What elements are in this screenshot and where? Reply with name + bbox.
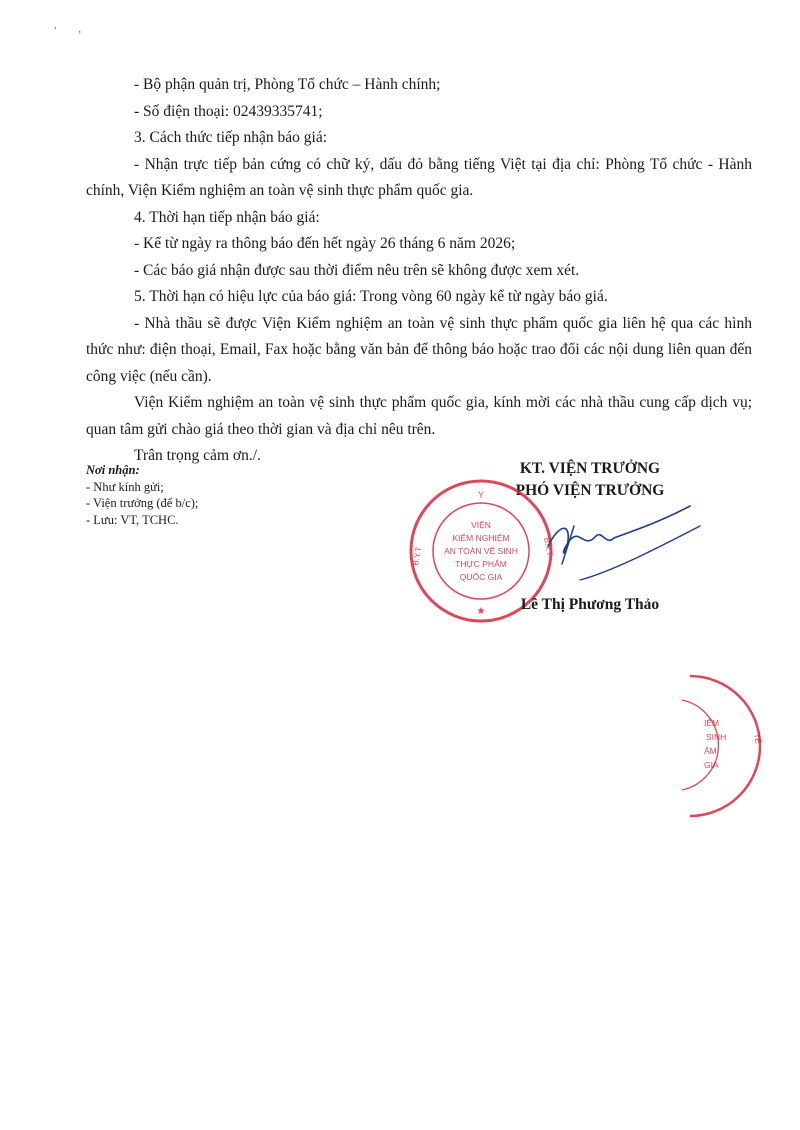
seal-ring-right: B.Y.T [542,536,555,558]
recipient-item: - Lưu: VT, TCHC. [86,512,179,527]
svg-text:★: ★ [476,606,486,617]
recipients-block [86,462,346,528]
signature-title-line1: KT. VIỆN TRƯỞNG [519,460,661,477]
recipient-item: - Như kính gửi; [86,479,164,494]
scan-mark: ’ [78,30,82,41]
handwritten-signature [540,496,710,596]
body-line: - Kể từ ngày ra thông báo đến hết ngày 26 tháng 6 năm 2026; [134,235,516,252]
recipients-header: Nơi nhận: [86,463,140,477]
svg-text:Y: Y [477,490,485,500]
signer-name: Lê Thị Phương Thảo [520,596,660,613]
partial-seal-ring: TẾ [752,732,763,745]
body-line: 3. Cách thức tiếp nhận báo giá: [134,129,328,146]
partial-seal-stamp [680,672,780,822]
body-line: Viện Kiểm nghiệm an toàn vệ sinh thực phẩm quốc gia, kính mời các nhà thầu cung cấp dịch vụ; quan tâm gửi chào giá theo thời gian và địa chỉ nêu trên. [86,394,752,438]
partial-seal-line: SINH [706,732,727,742]
partial-seal-line: ẨM [704,746,717,756]
scan-mark: , [54,20,57,31]
partial-seal-line: GIA [704,760,719,770]
body-line: - Nhận trực tiếp bản cứng có chữ ký, dấu đỏ bằng tiếng Việt tại địa chỉ: Phòng Tổ chức - Hành chính, Viện Kiểm nghiệm an toàn vệ sinh thực phẩm quốc gia. [86,155,752,199]
seal-line: KIỂM NGHIỆM [452,533,510,543]
body-line: - Bộ phận quản trị, Phòng Tổ chức – Hành chính; [134,76,441,93]
recipient-item: - Viện trưởng (để b/c); [86,496,199,510]
body-line: 5. Thời hạn có hiệu lực của báo giá: Trong vòng 60 ngày kể từ ngày báo giá. [134,288,608,305]
body-line: 4. Thời hạn tiếp nhận báo giá: [134,208,320,226]
seal-line: THỰC PHẨM [455,559,507,569]
signature-title-line2: PHÓ VIỆN TRƯỞNG [515,482,665,499]
body-line: - Nhà thầu sẽ được Viện Kiểm nghiệm an toàn vệ sinh thực phẩm quốc gia liên hệ qua các hình thức như: điện thoại, Email, Fax hoặc bằng văn bản để thông báo hoặc trao đổi các nội dung liên quan đến công việc (nếu cần). [86,314,752,385]
body-line: - Các báo giá nhận được sau thời điểm nêu trên sẽ không được xem xét. [134,261,580,279]
body-line: Trân trọng cảm ơn./. [134,447,261,464]
partial-seal-line: IỂM [704,718,720,728]
document-body [86,72,752,470]
seal-line: AN TOÀN VỆ SINH [444,546,518,556]
seal-line: QUỐC GIA [459,572,503,582]
seal-line: VIỆN [471,520,491,530]
seal-ring-left: B.Y.T [411,546,424,567]
body-line: - Số điện thoại: 02439335741; [134,102,323,120]
